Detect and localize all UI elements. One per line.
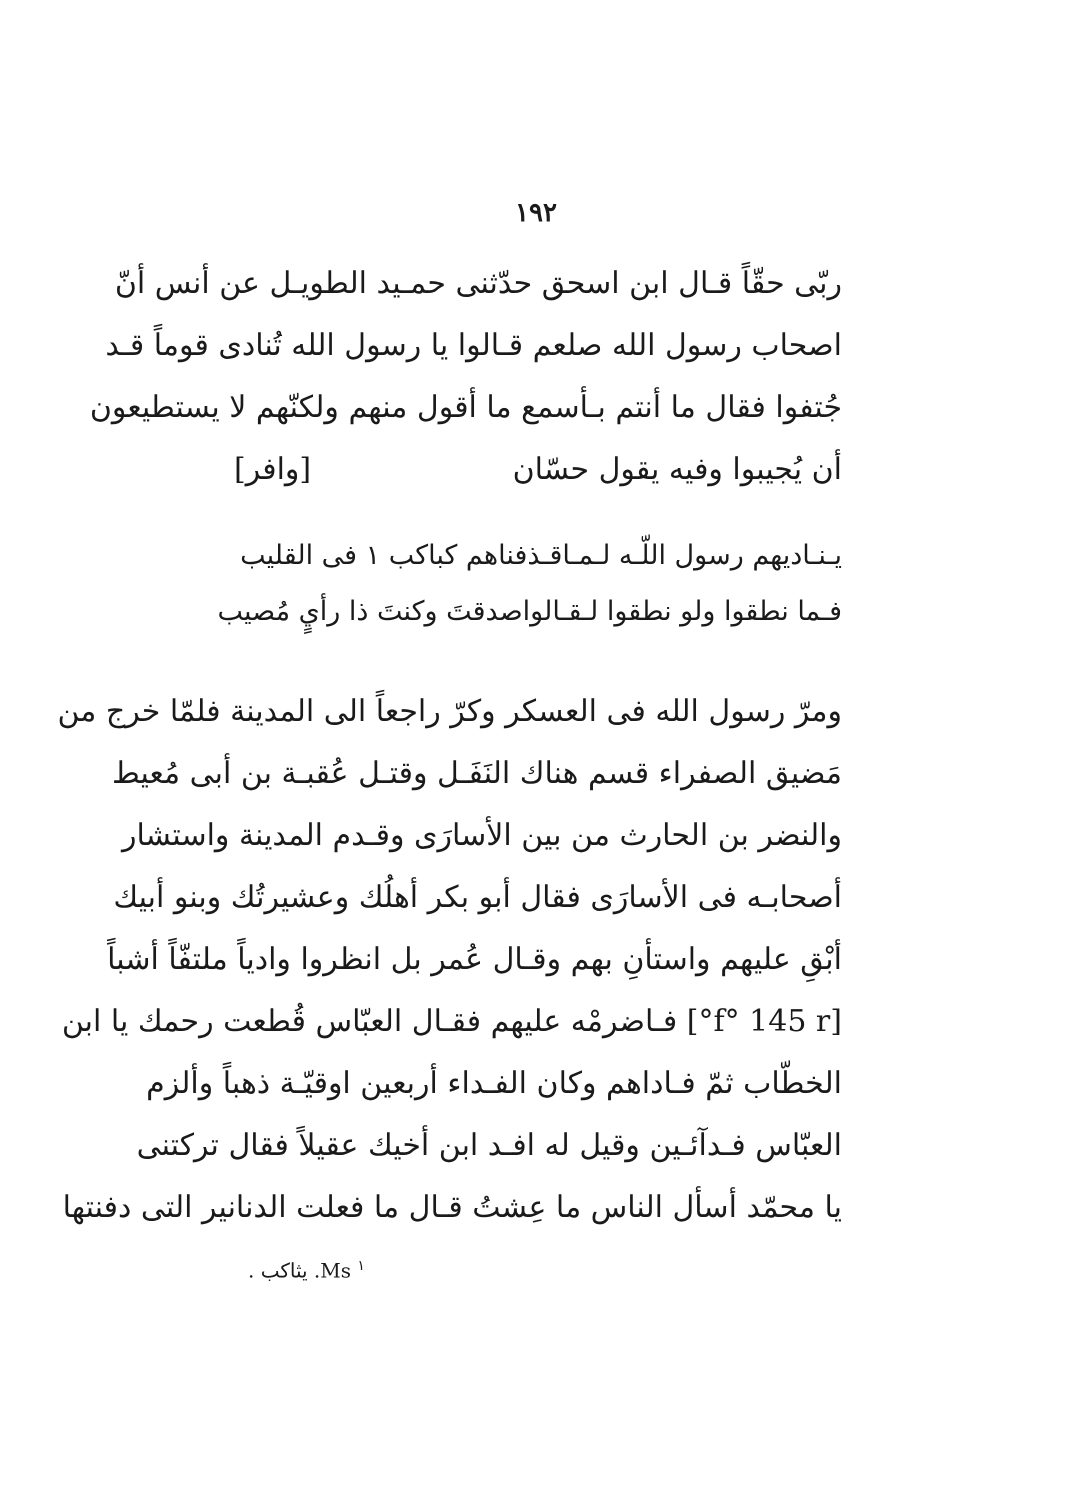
text-line: جُتفوا فقال ما أنتم بـأسمع ما أقول منهم ولكنّهم لا يستطيعون (89, 390, 842, 425)
footnote-text: Ms. يثاكب . (248, 1258, 352, 1283)
verse-second-hemistich: صدقتَ وكنتَ ذا رأيٍ مُصيب (217, 596, 523, 627)
text-line: مَضيق الصفراء قسم هناك النَفَـل وقتـل عُقبـة بن أبى مُعيط (111, 756, 842, 791)
text-line: يا محمّد أسأل الناس ما عِشتُ قـال ما فعلت الدنانير التى دفنتها (62, 1190, 842, 1225)
text-line: أبْقِ عليهم واستأنِ بهم وقـال عُمر بل انظروا وادياً ملتفّاً أشباً (107, 942, 842, 977)
verse-second-hemistich: قـذفناهم كباكب ١ فى القليب (240, 540, 563, 571)
text-line: أصحابـه فى الأسارَى فقال أبو بكر أهلُك وعشيرتُك وبنو أبيك (113, 880, 842, 915)
text-line: ربّى حقّاً قـال ابن اسحق حدّثنى حمـيد الطويـل عن أنس أنّ (114, 266, 842, 301)
text-line-with-meter (234, 439, 842, 501)
text-line: ومرّ رسول الله فى العسكر وكرّ راجعاً الى المدينة فلمّا خرج من (57, 694, 842, 729)
paragraph-2 (57, 681, 842, 1239)
text-line: [f° 145 r°] فـاضرمْه عليهم فقـال العبّاس قُطعت رحمك يا ابن (61, 1004, 842, 1039)
paragraph-1 (89, 253, 842, 501)
text-line: والنضر بن الحارث من بين الأسارَى وقـدم المدينة واستشار (122, 818, 842, 853)
verse-first-hemistich: فـما نطقوا ولو نطقوا لـقـالوا (522, 596, 842, 627)
meter-label: [وافر] (234, 452, 312, 487)
footnote (248, 1258, 365, 1283)
text-line: اصحاب رسول الله صلعم قـالوا يا رسول الله تُنادى قوماً قـد (105, 328, 842, 363)
verse (240, 528, 842, 584)
page-number: ١٩٢ (515, 198, 557, 228)
text-line: أن يُجيبوا وفيه يقول حسّان (512, 452, 842, 487)
verse-first-hemistich: يـنـاديهم رسول اللّـه لـمـا (562, 540, 842, 571)
text-line: العبّاس فـدآئـين وقيل له افـد ابن أخيك عقيلاً فقال تركتنى (136, 1128, 842, 1163)
poem-verses (217, 528, 842, 640)
footnote-marker: ١ (357, 1258, 365, 1274)
verse (217, 584, 842, 640)
text-line: الخطّاب ثمّ فـاداهم وكان الفـداء أربعين اوقيّـة ذهباً وألزم (146, 1066, 842, 1101)
